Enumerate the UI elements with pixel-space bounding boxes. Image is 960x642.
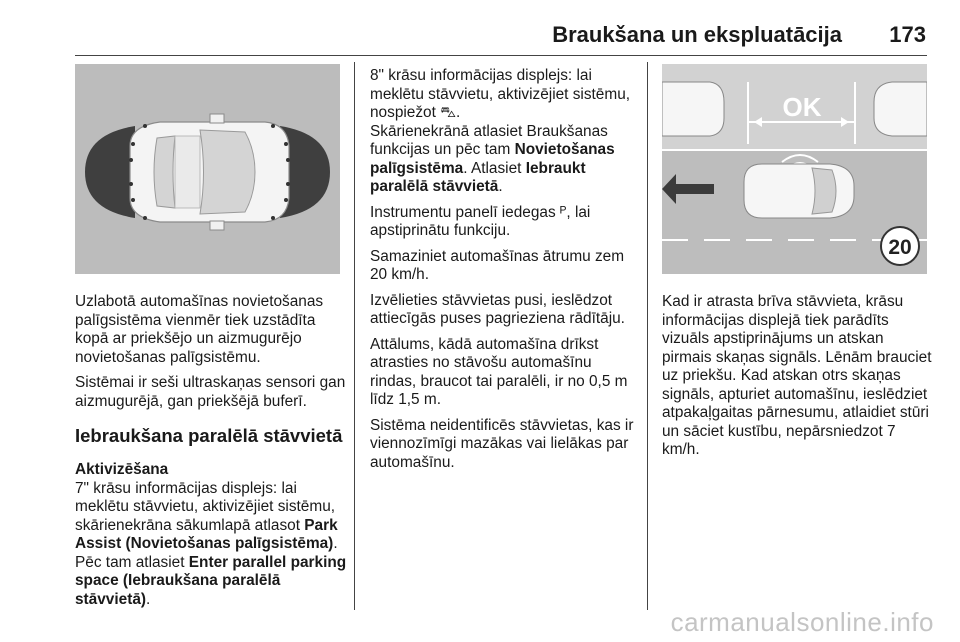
col1-paragraph-1: Uzlabotā automašīnas novietošanas palīgsistēma vienmēr tiek uzstādīta kopā ar priekšējo un aizmugurējo novietošanas palīgsistēmu.: [75, 293, 324, 366]
text-run: .: [498, 178, 503, 195]
figure-car-sensors: [75, 64, 340, 274]
ok-label: OK: [782, 92, 822, 122]
page-number: 173: [889, 22, 926, 47]
parking-detection-illustration: [662, 64, 927, 274]
column-divider-2: [647, 62, 648, 610]
text-run: 7" krāsu informācijas displejs: lai meklētu stāvvietu, aktivizējiet sistēmu, skārienekrāna sākumlapā atlasot: [75, 479, 336, 534]
page-header: [0, 0, 960, 60]
col1-paragraph-2: Sistēmai ir seši ultraskaņas sensori gan aizmugurējā, gan priekšējā buferī.: [75, 374, 346, 410]
parking-button-icon: ⛍: [440, 104, 457, 121]
text-run: . Atlasiet: [463, 159, 526, 177]
col2-paragraph-1b: [370, 123, 640, 197]
bold-run: Enter parallel parking space (Iebraukšana paralēlā stāvvietā): [75, 553, 347, 608]
text-run: . Pēc tam atlasiet: [75, 535, 338, 571]
col3-paragraph-1: Kad ir atrasta brīva stāvvieta, krāsu informācijas displejā tiek parādīts vizuāls apstiprinājums un atskan pirmais skaņas signāls. Lēnām brauciet uz priekšu. Kad atskan otrs skaņas signāls, apturiet automašīnu, ieslēdziet atpakaļgaitas pārnesumu, atlaidiet stūri un sāciet kustību, nepārsniedzot 7 km/h.: [662, 293, 932, 458]
speed-sign-label: 20: [888, 236, 912, 259]
text-run: , lai apstiprinātu funkciju.: [370, 203, 591, 239]
header-title: Braukšana un ekspluatācija: [552, 22, 842, 47]
text-run: .: [456, 104, 461, 121]
bold-run: Park Assist (Novietošanas palīgsistēma): [75, 516, 338, 552]
col2-paragraph-4: Izvēlieties stāvvietas pusi, ieslēdzot attiecīgās puses pagrieziena rādītāju.: [370, 291, 625, 327]
column-3: [662, 293, 934, 467]
column-2: [370, 67, 640, 479]
col2-paragraph-2: [370, 204, 640, 241]
col2-paragraph-6: Sistēma neidentificēs stāvvietas, kas ir viennozīmīgi mazākas vai lielākas par automašīnu.: [370, 416, 634, 471]
figure-parking-detection: [662, 64, 927, 274]
park-assist-indicator-icon: ᴾ: [559, 203, 567, 221]
col2-paragraph-1: [370, 67, 640, 123]
bold-run: Iebraukt paralēlā stāvvietā: [370, 159, 586, 195]
col2-paragraph-5: Attālums, kādā automašīna drīkst atrasties no stāvošu automašīnu rindas, braucot tai paralēli, ir no 0,5 m līdz 1,5 m.: [370, 335, 628, 408]
header-rule: [75, 55, 927, 56]
subheading-activation: Aktivizēšana: [75, 461, 169, 478]
car-sensor-illustration: [75, 64, 340, 274]
text-run: 8" krāsu informācijas displejs: lai meklētu stāvvietu, aktivizējiet sistēmu, nospiežot: [370, 67, 631, 121]
column-1: [75, 293, 347, 616]
section-heading: Iebraukšana paralēlā stāvvietā: [75, 425, 343, 446]
text-run: Instrumentu panelī iedegas: [370, 203, 560, 221]
col2-paragraph-3: Samaziniet automašīnas ātrumu zem 20 km/h.: [370, 247, 625, 283]
col1-paragraph-3: [75, 480, 347, 610]
bold-run: Novietošanas palīgsistēma: [370, 141, 615, 177]
watermark: carmanualsonline.info: [670, 607, 934, 637]
column-divider-1: [354, 62, 355, 610]
text-run: Skārienekrānā atlasiet Braukšanas funkcijas un pēc tam: [370, 122, 608, 158]
text-run: .: [146, 590, 151, 608]
